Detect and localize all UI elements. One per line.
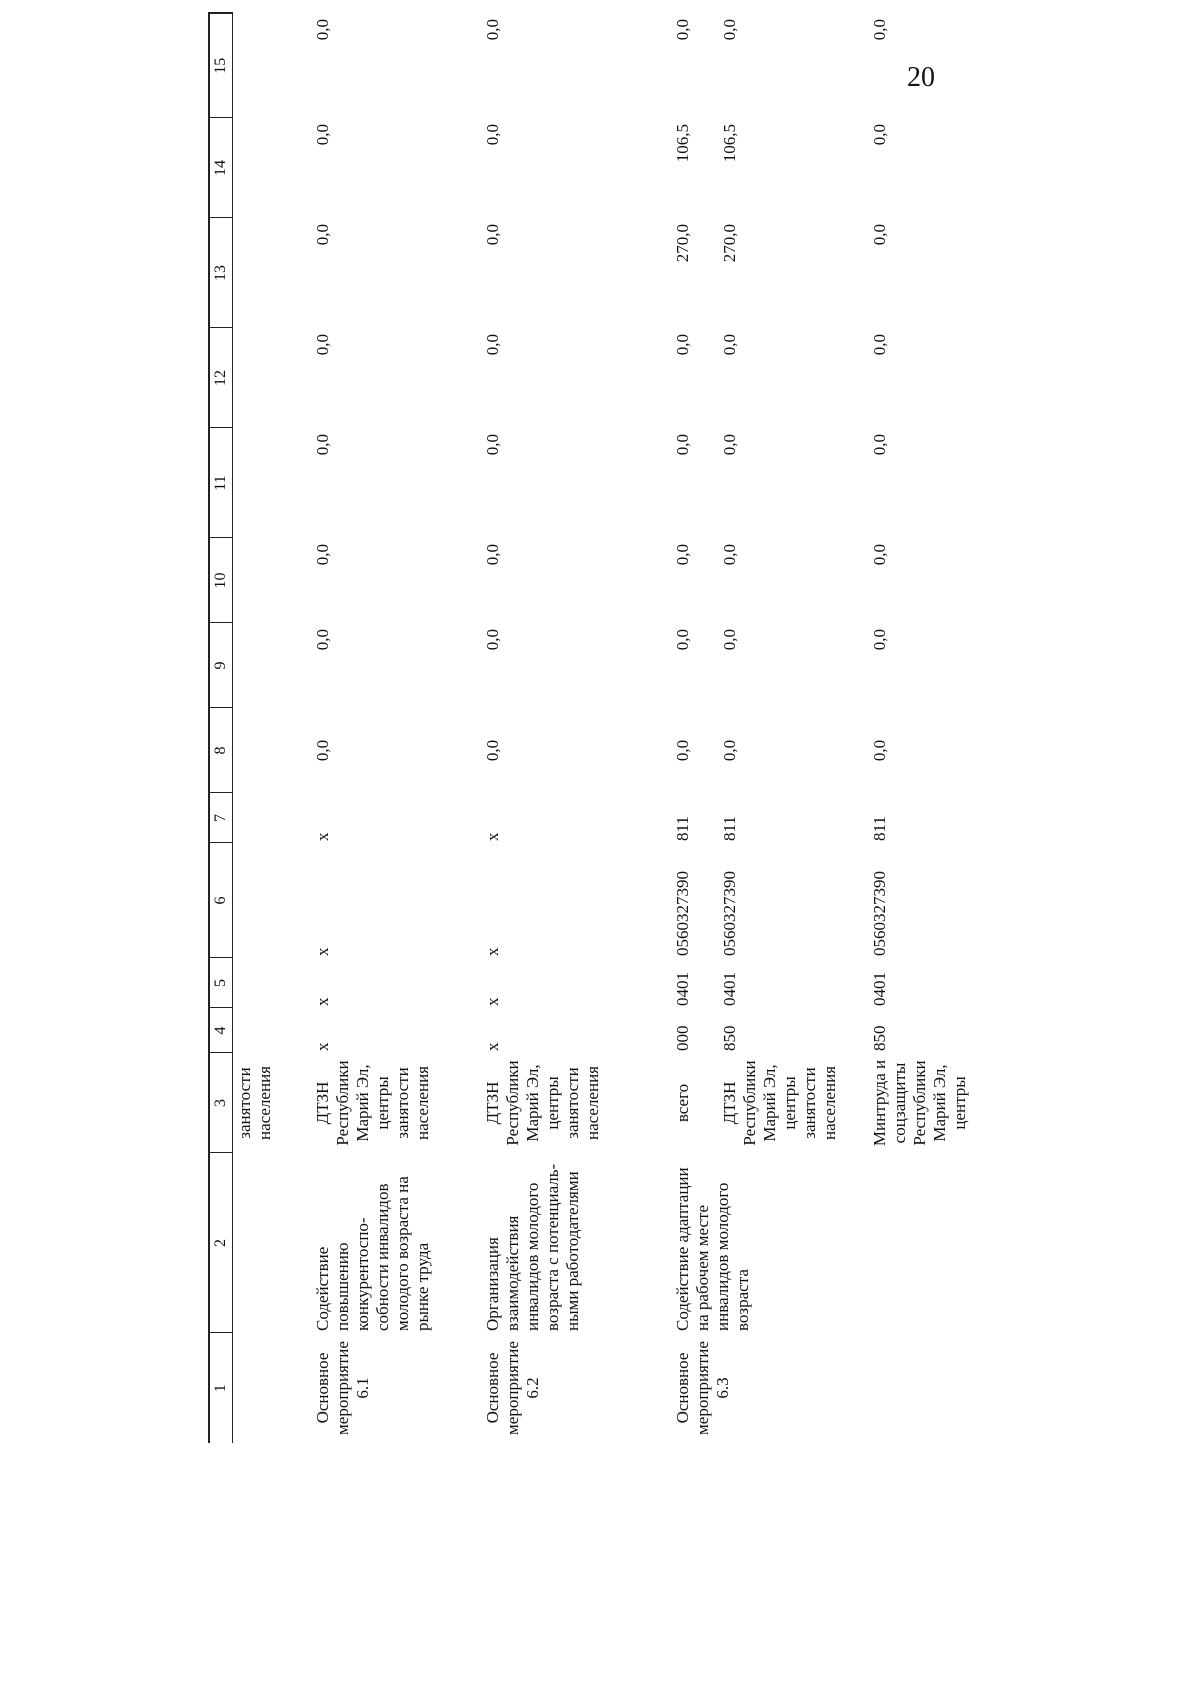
cell-rzpr: 0401 (672, 972, 692, 1006)
col-header: 5 (209, 958, 233, 1008)
cell-measure: Основное мероприятие 6.3 (672, 1341, 732, 1435)
cell-executor: Минтруда и соцзащиты Республики Марий Эл, центры (869, 1059, 969, 1147)
cell-value: 0,0 (312, 334, 332, 356)
cell-csr: 0560327390 (672, 871, 692, 956)
col-header: 15 (209, 13, 233, 118)
cell-value: 0,0 (482, 224, 502, 246)
cell-value (233, 708, 303, 793)
cell-value: 0,0 (482, 334, 502, 356)
cell-executor: всего (672, 1083, 692, 1123)
cell-value: 0,0 (312, 739, 332, 762)
cell-executor: ДТЗН Республики Марий Эл, центры занятости населения (312, 1060, 432, 1146)
cell-value (233, 13, 303, 118)
col-header: 1 (209, 1333, 233, 1443)
header-row (209, 13, 233, 1443)
col-header: 4 (209, 1008, 233, 1053)
cell-measure: Основное мероприятие 6.1 (312, 1341, 372, 1435)
cell-value: 0,0 (869, 739, 889, 762)
col-header: 13 (209, 218, 233, 328)
cell-value: 270,0 (672, 224, 692, 263)
cell-vr: 811 (869, 816, 889, 841)
cell-value: 0,0 (482, 629, 502, 651)
cell-grbs: 850 (719, 1025, 739, 1051)
cell-value: 0,0 (672, 334, 692, 356)
table-row (663, 13, 718, 1443)
cell-rzpr: 0401 (719, 972, 739, 1006)
cell-measure (233, 1333, 303, 1443)
cell-value: 0,0 (672, 544, 692, 566)
cell-executor: ДТЗН Республики Марий Эл, центры занятости населения (719, 1060, 839, 1146)
cell-grbs: 850 (869, 1025, 889, 1051)
cell-value: 0,0 (719, 434, 739, 456)
cell-executor: ДТЗН Республики Марий Эл, центры занятости населения (482, 1060, 602, 1146)
cell-value: 0,0 (672, 629, 692, 651)
cell-csr (233, 843, 303, 958)
cell-rzpr: 0401 (869, 972, 889, 1006)
cell-csr: 0560327390 (869, 871, 889, 956)
cell-value: 0,0 (869, 224, 889, 246)
cell-description: Содействие повышению конкурентоспо-собности инвалидов молодого возраста на рынке труда (312, 1176, 432, 1331)
col-header: 12 (209, 328, 233, 428)
cell-csr: x (312, 947, 332, 956)
col-header: 6 (209, 843, 233, 958)
cell-value: 0,0 (672, 19, 692, 41)
cell-description: Организация взаимодействия инвалидов молодого возраста с потенциаль-ными работодателями (482, 1163, 582, 1331)
cell-value: 0,0 (719, 19, 739, 41)
cell-value: 0,0 (869, 124, 889, 146)
cell-measure: Основное мероприятие 6.2 (482, 1341, 542, 1435)
cell-value: 0,0 (482, 124, 502, 146)
cell-value: 0,0 (312, 434, 332, 456)
cell-value: 0,0 (719, 739, 739, 762)
cell-vr (233, 793, 303, 843)
col-header: 7 (209, 793, 233, 843)
cell-value: 106,5 (719, 124, 739, 163)
cell-value: 0,0 (869, 629, 889, 651)
cell-value: 0,0 (719, 544, 739, 566)
col-header: 14 (209, 118, 233, 218)
cell-vr: x (482, 832, 502, 841)
cell-rzpr: x (312, 997, 332, 1006)
cell-grbs (233, 1008, 303, 1053)
cell-value (233, 623, 303, 708)
cell-executor: занятости населения (235, 1066, 274, 1140)
cell-value: 270,0 (719, 224, 739, 263)
cell-csr: 0560327390 (719, 871, 739, 956)
cell-rzpr: x (482, 997, 502, 1006)
cell-value: 106,5 (672, 124, 692, 163)
col-header: 10 (209, 538, 233, 623)
col-header: 3 (209, 1053, 233, 1153)
cell-value: 0,0 (672, 739, 692, 762)
cell-rzpr (233, 958, 303, 1008)
rotated-table-sheet (208, 13, 1008, 1443)
table-row (233, 13, 303, 1443)
cell-vr: 811 (672, 816, 692, 841)
table-row (473, 13, 663, 1443)
cell-value: 0,0 (869, 334, 889, 356)
col-header: 8 (209, 708, 233, 793)
cell-value (233, 328, 303, 428)
cell-vr: x (312, 832, 332, 841)
budget-table (208, 12, 978, 1443)
cell-value: 0,0 (869, 544, 889, 566)
cell-value: 0,0 (482, 739, 502, 762)
cell-value: 0,0 (672, 434, 692, 456)
cell-value (233, 538, 303, 623)
cell-grbs: 000 (672, 1025, 692, 1051)
cell-value: 0,0 (312, 544, 332, 566)
cell-description: Содействие адаптации на рабочем месте инвалидов молодого возраста (672, 1167, 752, 1331)
cell-value (233, 118, 303, 218)
cell-csr: x (482, 947, 502, 956)
cell-vr: 811 (719, 816, 739, 841)
cell-value: 0,0 (719, 629, 739, 651)
cell-value: 0,0 (719, 334, 739, 356)
cell-value: 0,0 (482, 19, 502, 41)
cell-value: 0,0 (869, 434, 889, 456)
cell-value: 0,0 (482, 434, 502, 456)
cell-value: 0,0 (312, 224, 332, 246)
page-number: 20 (907, 62, 935, 93)
cell-grbs: x (312, 1042, 332, 1051)
cell-value: 0,0 (482, 544, 502, 566)
col-header: 2 (209, 1153, 233, 1333)
cell-grbs: x (482, 1042, 502, 1051)
table-row (303, 13, 473, 1443)
cell-value: 0,0 (869, 19, 889, 41)
col-header: 11 (209, 428, 233, 538)
cell-value: 0,0 (312, 19, 332, 41)
cell-value (233, 428, 303, 538)
cell-value: 0,0 (312, 124, 332, 146)
cell-description (233, 1153, 303, 1333)
col-header: 9 (209, 623, 233, 708)
cell-value: 0,0 (312, 629, 332, 651)
cell-value (233, 218, 303, 328)
